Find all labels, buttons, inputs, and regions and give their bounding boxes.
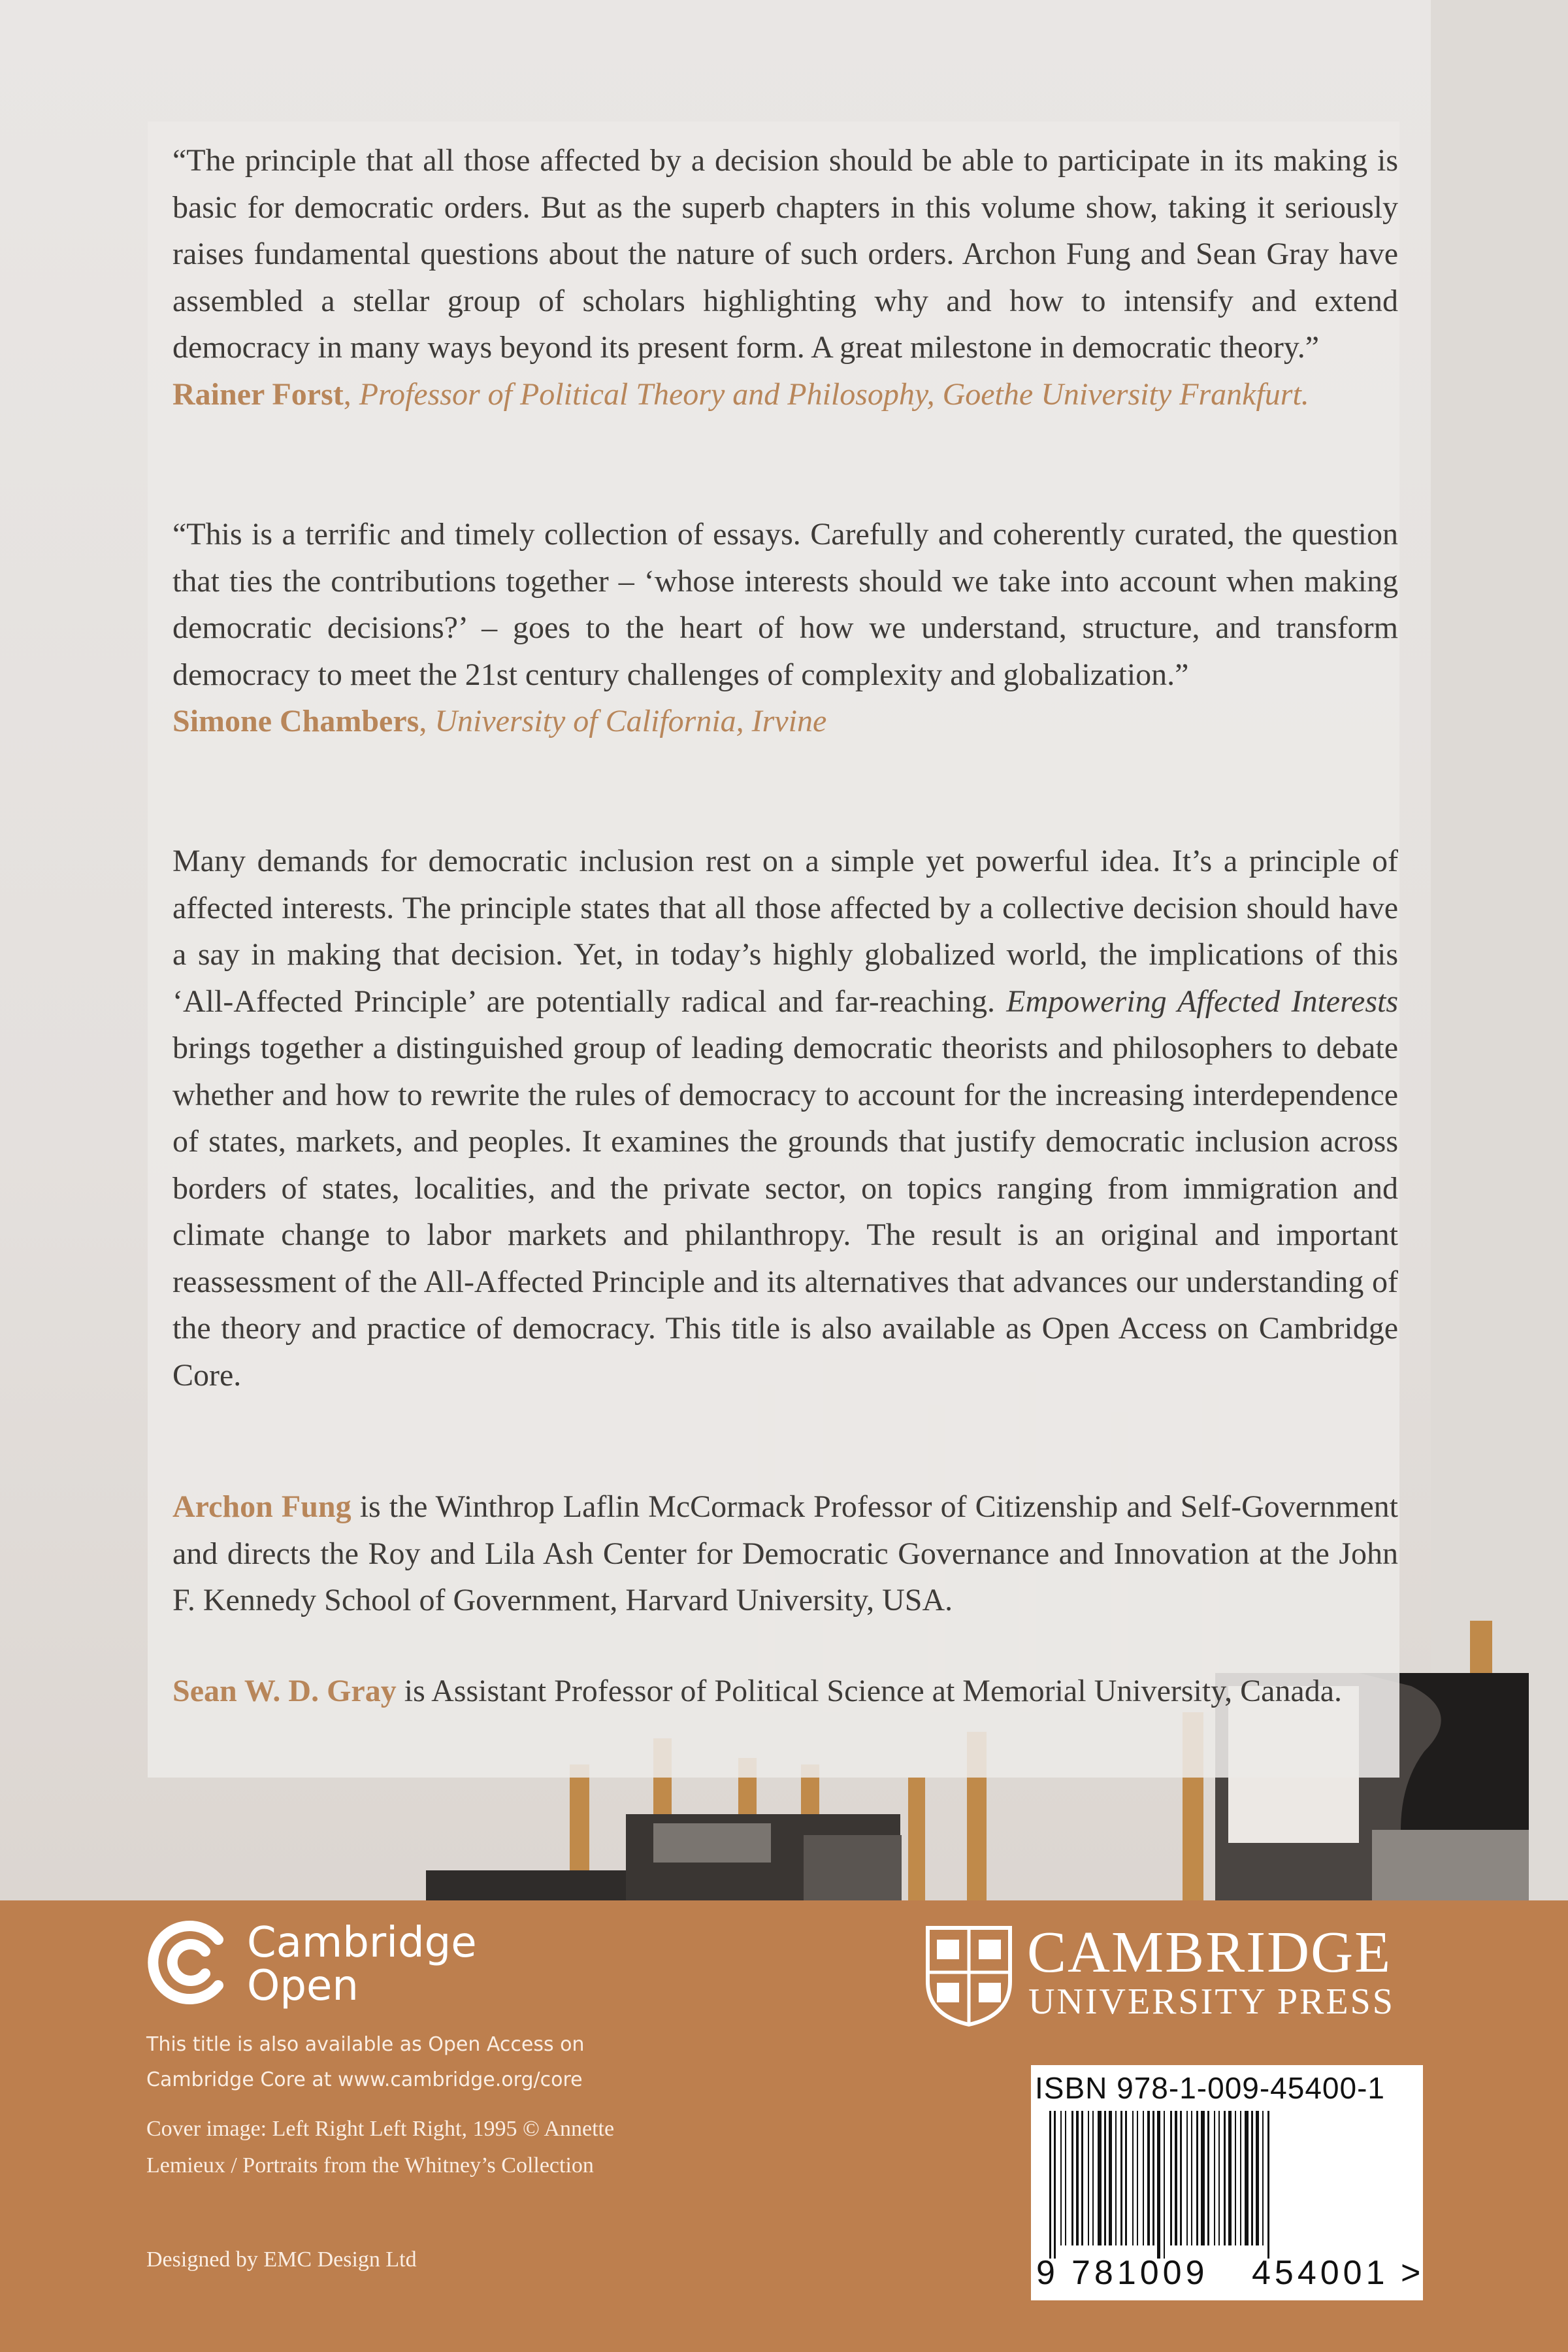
publisher-subname: UNIVERSITY PRESS [1028, 1981, 1395, 2022]
bio-paragraph [172, 1668, 1398, 1715]
endorsement-quote-forst [172, 137, 1398, 418]
bio-text: is the Winthrop Laflin McCormack Professor of Citizenship and Self-Government and directs the Roy and Lila Ash Center for Democratic Governance and Innovation at the John F. Kennedy School of Government, Harvard University, USA. [172, 1489, 1398, 1617]
quote-text: “The principle that all those affected by a decision should be able to participate in its making is basic for democratic orders. But as the superb chapters in this volume show, taking it seriously raises fundamental questions about the nature of such orders. Archon Fung and Sean Gray have assembled a stellar group of scholars highlighting why and how to intensify and extend democracy in many ways beyond its present form. A great milestone in democratic theory.” [172, 143, 1398, 365]
cover-image-credit: Cover image: Left Right Left Right, 1995 © Annette Lemieux / Portraits from the Whitney’s Collection [146, 2117, 615, 2178]
description-part-1: Many demands for democratic inclusion rest on a simple yet powerful idea. It’s a principle of affected interests. The principle states that all those affected by a collective decision should have a say in making that decision. Yet, in today’s highly globalized world, the implications of this ‘All-Affected Principle’ are potentially radical and far-reaching. [172, 844, 1398, 1019]
cambridge-open-line2: Open [247, 1962, 359, 2010]
cambridge-open-line1: Cambridge [247, 1919, 477, 1967]
barcode-bars [1047, 2111, 1413, 2259]
editor-name: Archon Fung [172, 1489, 351, 1524]
quote-affiliation: University of California, Irvine [434, 704, 827, 738]
cambridge-shield-icon [925, 1925, 1013, 2027]
designer-credit: Designed by EMC Design Ltd [146, 2247, 417, 2272]
barcode-digit-first: 9 [1036, 2254, 1055, 2292]
editor-bio-fung [172, 1483, 1398, 1624]
bio-paragraph [172, 1483, 1398, 1624]
quote-affiliation: Professor of Political Theory and Philosophy, Goethe University Frankfurt. [359, 376, 1309, 412]
bio-text: is Assistant Professor of Political Science at Memorial University, Canada. [396, 1674, 1343, 1708]
description-paragraph [172, 838, 1398, 1399]
quote-author: Rainer Forst [172, 376, 344, 412]
open-access-note: This title is also available as Open Access on Cambridge Core at www.cambridge.org/core [146, 2033, 585, 2091]
isbn-label: ISBN 978-1-009-45400-1 [1035, 2071, 1385, 2105]
endorsement-quote-chambers [172, 511, 1398, 745]
cambridge-open-wordmark [247, 1921, 477, 2008]
barcode-end-marker: > [1401, 2254, 1421, 2292]
editor-bio-gray [172, 1668, 1398, 1715]
quote-author: Simone Chambers [172, 704, 419, 738]
cambridge-open-logo-icon [145, 1920, 230, 2005]
book-title: Empowering Affected Interests [1006, 984, 1399, 1019]
description-part-2: brings together a distinguished group of leading democratic theorists and philosophers to debate whether and how to rewrite the rules of democracy to account for the increasing interdependence of states, markets, and peoples. It examines the grounds that justify democratic inclusion across borders of states, localities, and the private sector, on topics ranging from immigration and climate change to labor markets and philanthropy. The result is an original and important reassessment of the All-Affected Principle and its alternatives that advances our understanding of the theory and practice of democracy. This title is also available as Open Access on Cambridge Core. [172, 1031, 1398, 1393]
book-description [172, 838, 1398, 1399]
quote-text: “This is a terrific and timely collection of essays. Carefully and coherently curated, the question that ties the contributions together – ‘whose interests should we take into account when making democratic decisions?’ – goes to the heart of how we understand, structure, and transform democracy to meet the 21st century challenges of complexity and globalization.” [172, 517, 1398, 692]
barcode-digits-left: 781009 [1071, 2254, 1209, 2292]
quote-attribution: Simone Chambers, University of California, Irvine [172, 704, 827, 738]
barcode-digits-right: 454001 [1252, 2254, 1389, 2292]
publisher-name: CAMBRIDGE [1027, 1920, 1392, 1985]
editor-name: Sean W. D. Gray [172, 1674, 397, 1708]
quote-attribution: Rainer Forst, Professor of Political Theory and Philosophy, Goethe University Frankfurt. [172, 376, 1309, 412]
